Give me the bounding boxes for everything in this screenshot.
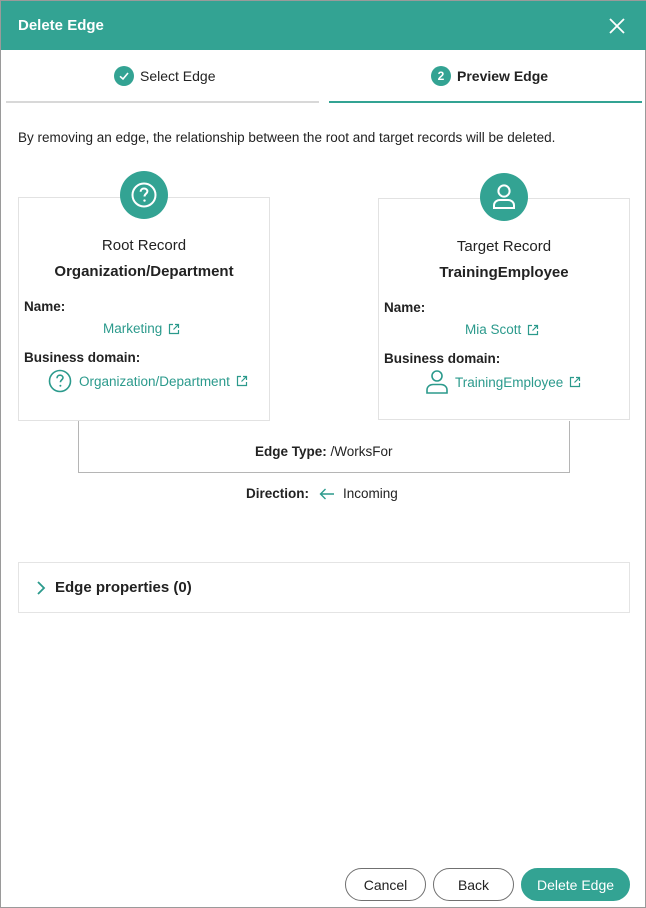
cancel-button[interactable]: Cancel [345, 868, 426, 901]
external-link-icon [168, 323, 180, 335]
wizard-steps [1, 50, 646, 106]
delete-edge-button[interactable]: Delete Edge [521, 868, 630, 901]
root-name-label: Name: [24, 299, 66, 314]
edge-type-value: /WorksFor [330, 444, 393, 459]
chevron-right-icon [35, 580, 47, 596]
close-button[interactable] [605, 14, 629, 38]
edge-type-label: Edge Type: [255, 444, 327, 459]
step-select-edge[interactable] [114, 66, 216, 86]
root-record-caption: Root Record [101, 237, 187, 254]
target-record-type: TrainingEmployee [439, 264, 569, 281]
edge-direction [246, 486, 398, 501]
dialog-title: Delete Edge [18, 17, 104, 34]
close-icon [605, 14, 629, 38]
edge-properties-toggle[interactable] [18, 562, 630, 613]
direction-label: Direction: [246, 486, 310, 501]
question-circle-icon [130, 181, 158, 209]
step-label: Preview Edge [457, 68, 549, 84]
direction-value: Incoming [343, 486, 398, 501]
target-name-value: Mia Scott [465, 322, 522, 337]
root-domain-label: Business domain: [24, 350, 141, 365]
target-domain-value: TrainingEmployee [455, 374, 564, 390]
target-record-card [378, 198, 630, 420]
back-button[interactable]: Back [433, 868, 514, 901]
step-label: Select Edge [140, 68, 216, 84]
arrow-left-icon [319, 488, 335, 500]
step-indicator-active [329, 101, 642, 103]
root-name-link[interactable] [103, 321, 180, 336]
question-circle-icon [48, 369, 72, 393]
step-preview-edge[interactable] [431, 66, 548, 86]
edge-type [255, 444, 393, 459]
target-record-avatar [480, 173, 528, 221]
edge-properties-title: Edge properties (0) [55, 579, 192, 596]
target-name-link[interactable] [465, 322, 539, 337]
root-record-avatar [120, 171, 168, 219]
target-domain-label: Business domain: [384, 351, 501, 366]
root-domain-link[interactable] [48, 369, 248, 393]
dialog-header [1, 1, 646, 50]
external-link-icon [569, 376, 581, 388]
step-number: 2 [431, 66, 451, 86]
target-domain-link[interactable] [425, 369, 581, 395]
person-icon [425, 369, 449, 395]
root-domain-value: Organization/Department [79, 373, 230, 389]
root-record-card [18, 197, 270, 421]
intro-text: By removing an edge, the relationship between the root and target records will be deleted. [18, 130, 556, 145]
root-name-value: Marketing [103, 321, 163, 336]
target-name-label: Name: [384, 300, 426, 315]
checkmark-icon [114, 66, 134, 86]
external-link-icon [236, 375, 248, 387]
target-record-caption: Target Record [456, 238, 552, 255]
person-icon [491, 183, 517, 211]
step-indicator-inactive [6, 101, 319, 103]
external-link-icon [527, 324, 539, 336]
root-record-type: Organization/Department [54, 263, 234, 280]
